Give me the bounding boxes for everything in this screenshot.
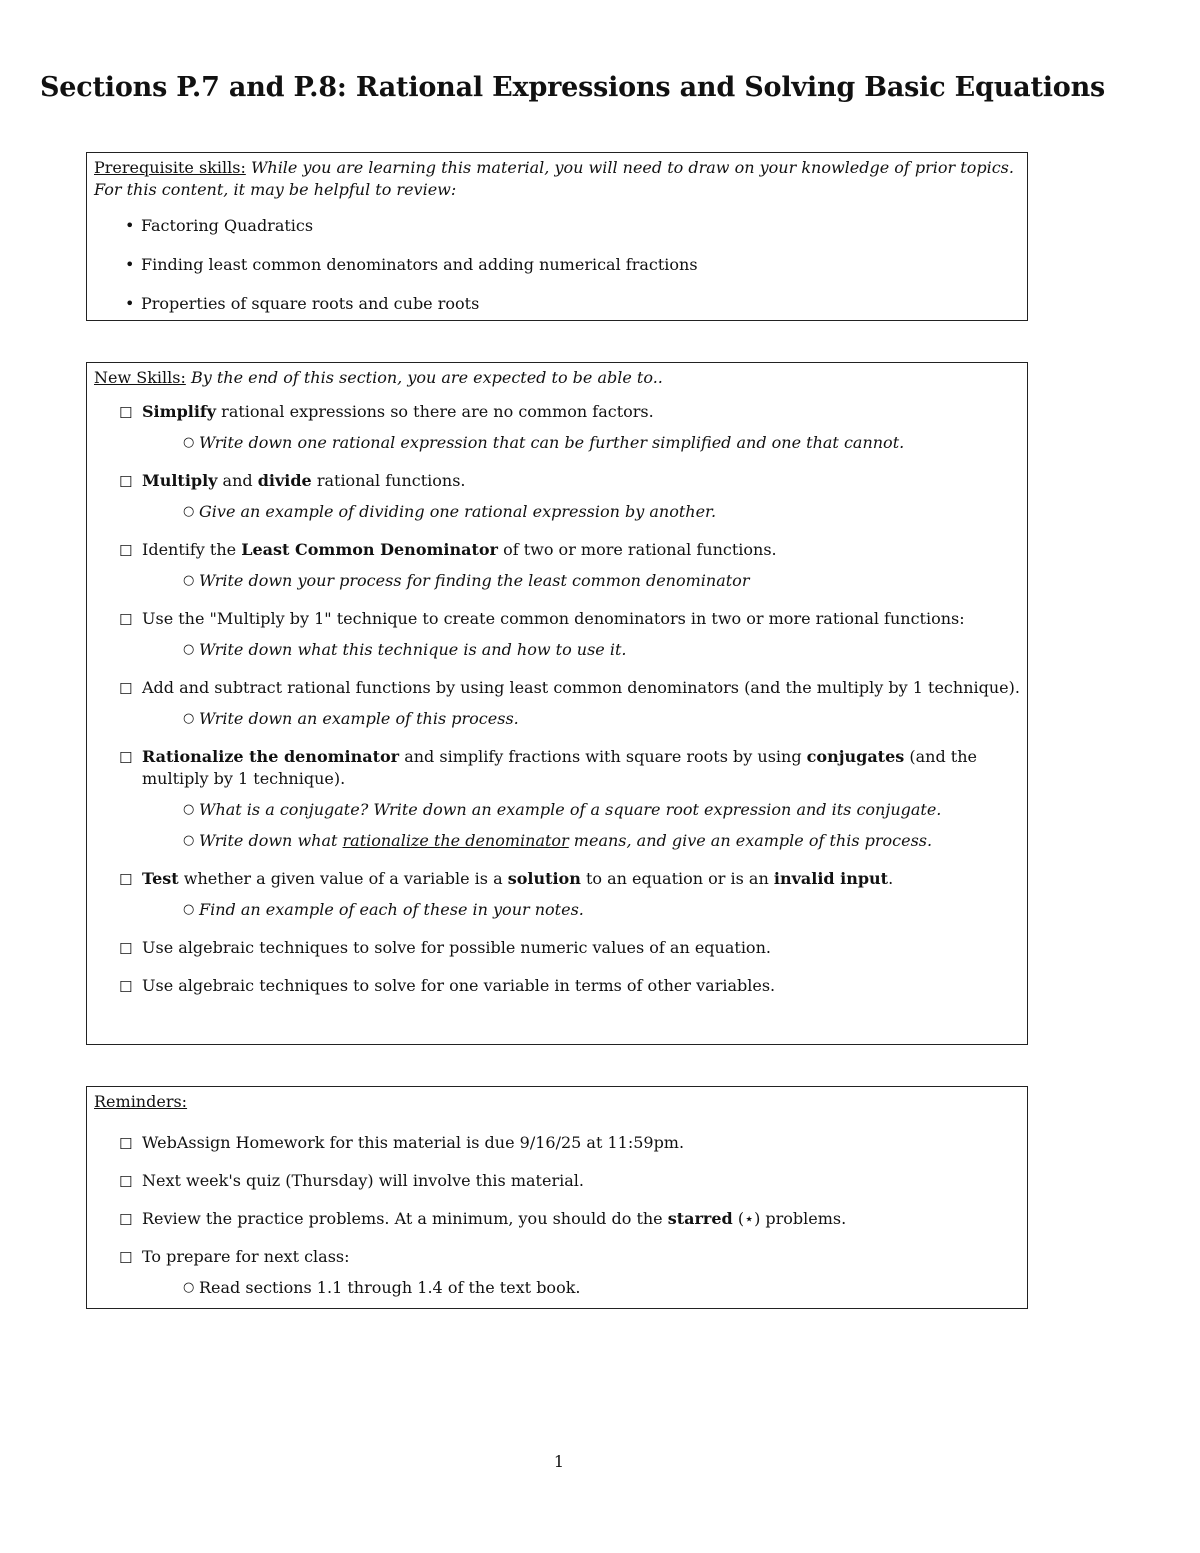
circle-bullet-icon: ○ [183, 902, 195, 917]
skill-text: whether a given value of a variable is a [178, 869, 508, 888]
skill-text: Use the "Multiply by 1" technique to create common denominators in two or more rational functions: [142, 609, 965, 628]
skill-subitem-text: Find an example of each of these in your notes. [199, 900, 584, 919]
reminder-text: WebAssign Homework for this material is due 9/16/25 at 11:59pm. [142, 1133, 685, 1152]
circle-bullet-icon: ○ [183, 711, 195, 726]
checkbox-icon: ☐ [119, 1173, 133, 1191]
reminder-subitem [94, 1277, 1021, 1299]
circle-bullet-icon: ○ [183, 833, 195, 848]
checkbox-icon: ☐ [119, 542, 133, 560]
skill-keyword: Multiply [142, 471, 218, 490]
new-skills-label: New Skills: [94, 368, 186, 387]
prerequisite-item: • Properties of square roots and cube roots [94, 293, 1021, 315]
prerequisite-intro-text: While you are learning this material, you will need to draw on your knowledge of prior topics. For this content, it may be helpful to review: [94, 158, 1014, 199]
reminders-box [86, 1086, 1028, 1309]
skill-subitem [94, 432, 1021, 454]
skill-item-lcd [94, 539, 1021, 561]
skill-keyword: Rationalize the denominator [142, 747, 400, 766]
skill-item-multiply-by-one [94, 608, 1021, 630]
new-skills-box [86, 362, 1028, 1045]
skill-subitem-text: means, and give an example of this process. [568, 831, 933, 850]
skill-subitem [94, 830, 1021, 852]
circle-bullet-icon: ○ [183, 435, 195, 450]
skill-item-solve-numeric [94, 937, 1021, 959]
skill-keyword: Test [142, 869, 179, 888]
skill-subitem-underlined: rationalize the denominator [342, 831, 569, 850]
skill-keyword: invalid input [773, 869, 889, 888]
skill-subitem-text: Write down one rational expression that can be further simplified and one that cannot. [199, 433, 905, 452]
skill-text: . [888, 869, 894, 888]
skill-subitem-text: Write down your process for finding the least common denominator [199, 571, 750, 590]
reminder-keyword: starred [667, 1209, 733, 1228]
skill-subitem [94, 639, 1021, 661]
reminder-text: (⋆) problems. [732, 1209, 847, 1228]
skill-subitem-text: Write down what [199, 831, 343, 850]
skill-subitem-text: What is a conjugate? Write down an example of a square root expression and its conjugate. [199, 800, 942, 819]
reminder-item [94, 1208, 1021, 1230]
reminder-item [94, 1170, 1021, 1192]
circle-bullet-icon: ○ [183, 573, 195, 588]
reminder-subitem-text: Read sections 1.1 through 1.4 of the text book. [199, 1278, 581, 1297]
checkbox-icon: ☐ [119, 404, 133, 422]
skill-subitem [94, 570, 1021, 592]
skill-text: rational expressions so there are no common factors. [216, 402, 654, 421]
checkbox-icon: ☐ [119, 473, 133, 491]
skill-subitem-text: Write down what this technique is and how to use it. [199, 640, 627, 659]
skill-text: to an equation or is an [580, 869, 774, 888]
checkbox-icon: ☐ [119, 1135, 133, 1153]
prerequisite-item: • Finding least common denominators and adding numerical fractions [94, 254, 1021, 276]
skill-text: Use algebraic techniques to solve for possible numeric values of an equation. [142, 938, 771, 957]
skill-keyword: divide [257, 471, 312, 490]
skill-subitem [94, 899, 1021, 921]
skill-subitem [94, 708, 1021, 730]
reminders-label: Reminders: [94, 1092, 188, 1111]
checkbox-icon: ☐ [119, 940, 133, 958]
prerequisite-item: • Factoring Quadratics [94, 215, 1021, 237]
checkbox-icon: ☐ [119, 1211, 133, 1229]
reminder-item [94, 1132, 1021, 1154]
skill-item-test [94, 868, 1021, 890]
skill-keyword: Least Common Denominator [241, 540, 498, 559]
skill-text: and simplify fractions with square roots by using [399, 747, 807, 766]
skill-text: Add and subtract rational functions by using least common denominators (and the multiply by 1 technique). [142, 678, 1020, 697]
checkbox-icon: ☐ [119, 978, 133, 996]
circle-bullet-icon: ○ [183, 642, 195, 657]
skill-subitem [94, 799, 1021, 821]
reminders-header [94, 1091, 1021, 1113]
prerequisite-list [94, 215, 1021, 315]
skill-text: Use algebraic techniques to solve for one variable in terms of other variables. [142, 976, 776, 995]
prerequisite-intro [94, 157, 1021, 201]
checkbox-icon: ☐ [119, 749, 133, 767]
reminder-text: To prepare for next class: [142, 1247, 350, 1266]
circle-bullet-icon: ○ [183, 1280, 195, 1295]
page-number: 1 [553, 1452, 565, 1471]
checkbox-icon: ☐ [119, 871, 133, 889]
skill-keyword: conjugates [806, 747, 905, 766]
skill-subitem-text: Give an example of dividing one rational expression by another. [199, 502, 717, 521]
circle-bullet-icon: ○ [183, 504, 195, 519]
new-skills-intro-text: By the end of this section, you are expected to be able to.. [190, 368, 663, 387]
skill-item-simplify [94, 401, 1021, 423]
reminder-text: Review the practice problems. At a minimum, you should do the [142, 1209, 668, 1228]
checkbox-icon: ☐ [119, 680, 133, 698]
circle-bullet-icon: ○ [183, 802, 195, 817]
page-title: Sections P.7 and P.8: Rational Expressions and Solving Basic Equations [40, 72, 1106, 103]
skill-item-solve-variable [94, 975, 1021, 997]
skill-item-multiply [94, 470, 1021, 492]
prerequisite-label: Prerequisite skills: [94, 158, 246, 177]
skill-text: (and the multiply by 1 technique). [142, 747, 977, 788]
new-skills-intro [94, 367, 1021, 389]
skill-subitem-text: Write down an example of this process. [199, 709, 519, 728]
checkbox-icon: ☐ [119, 1249, 133, 1267]
skill-keyword: solution [507, 869, 581, 888]
prerequisite-box [86, 152, 1028, 321]
skill-item-add-subtract [94, 677, 1021, 699]
skill-text: of two or more rational functions. [497, 540, 777, 559]
checkbox-icon: ☐ [119, 611, 133, 629]
skill-item-rationalize [94, 746, 1021, 790]
skill-keyword: Simplify [142, 402, 217, 421]
skill-subitem [94, 501, 1021, 523]
skill-text: rational functions. [311, 471, 466, 490]
reminder-item [94, 1246, 1021, 1268]
skill-text: Identify the [142, 540, 242, 559]
skill-text: and [217, 471, 258, 490]
reminder-text: Next week's quiz (Thursday) will involve this material. [142, 1171, 584, 1190]
